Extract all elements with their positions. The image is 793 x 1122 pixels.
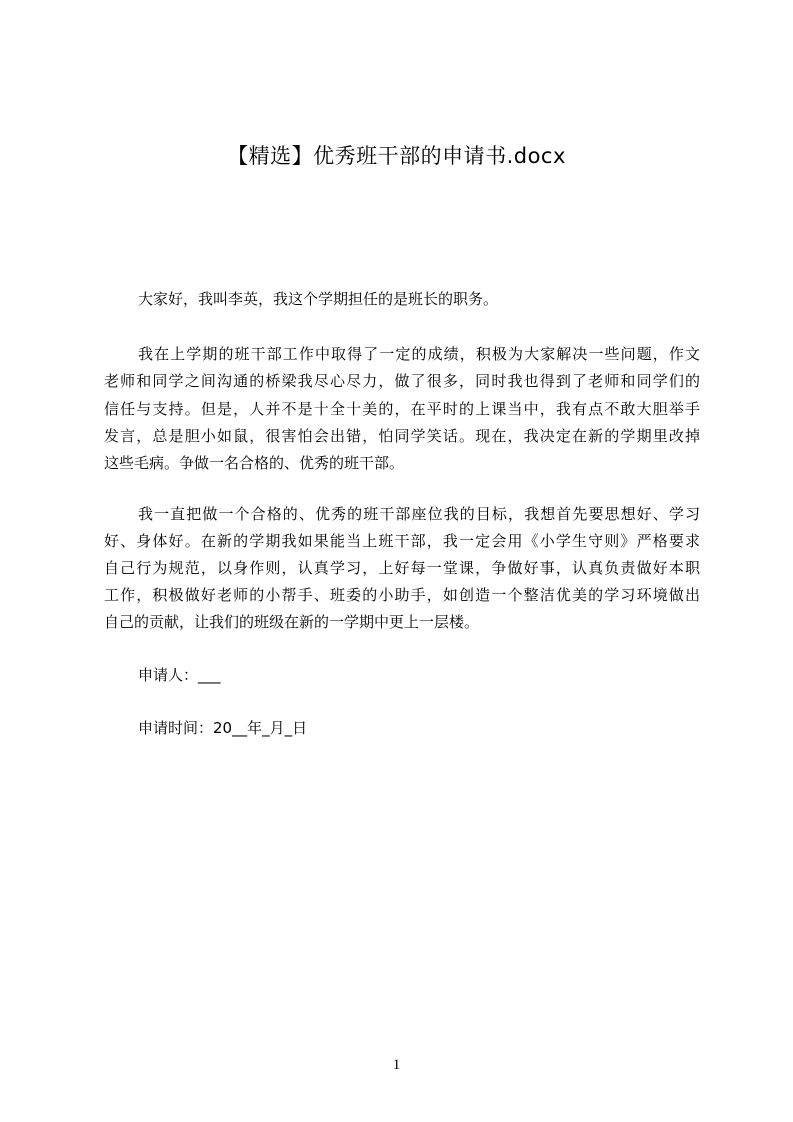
greeting-line: 大家好，我叫李英，我这个学期担任的是班长的职务。 — [138, 290, 499, 308]
date-line: 申请时间：20__年_月_日 — [138, 719, 308, 737]
paragraph1-line: 老师和同学之间沟通的桥梁我尽心尽力，做了很多，同时我也得到了老师和同学们的 — [104, 372, 700, 390]
page-number: 1 — [392, 1057, 401, 1073]
paragraph1-line: 我在上学期的班干部工作中取得了一定的成绩，积极为大家解决一些问题，作文 — [138, 345, 700, 363]
paragraph2-line: 工作，积极做好老师的小帮手、班委的小助手，如创造一个整洁优美的学习环境做出 — [104, 586, 700, 604]
paragraph1-line: 发言，总是胆小如鼠，很害怕会出错，怕同学笑话。现在，我决定在新的学期里改掉 — [104, 427, 700, 445]
paragraph1-line: 这些毛病。争做一名合格的、优秀的班干部。 — [104, 454, 405, 472]
paragraph2-line: 我一直把做一个合格的、优秀的班干部座位我的目标，我想首先要思想好、学习 — [138, 505, 700, 523]
applicant-line: 申请人：___ — [138, 666, 221, 684]
paragraph1-line: 信任与支持。但是，人并不是十全十美的，在平时的上课当中，我有点不敢大胆举手 — [104, 400, 700, 418]
document-title: 【精选】优秀班干部的申请书.docx — [227, 144, 566, 168]
paragraph2-line: 自己的贡献，让我们的班级在新的一学期中更上一层楼。 — [104, 613, 480, 631]
paragraph2-line: 好、身体好。在新的学期我如果能当上班干部，我一定会用《小学生守则》严格要求 — [104, 532, 700, 550]
paragraph2-line: 自己行为规范，以身作则，认真学习，上好每一堂课，争做好事，认真负责做好本职 — [104, 559, 700, 577]
